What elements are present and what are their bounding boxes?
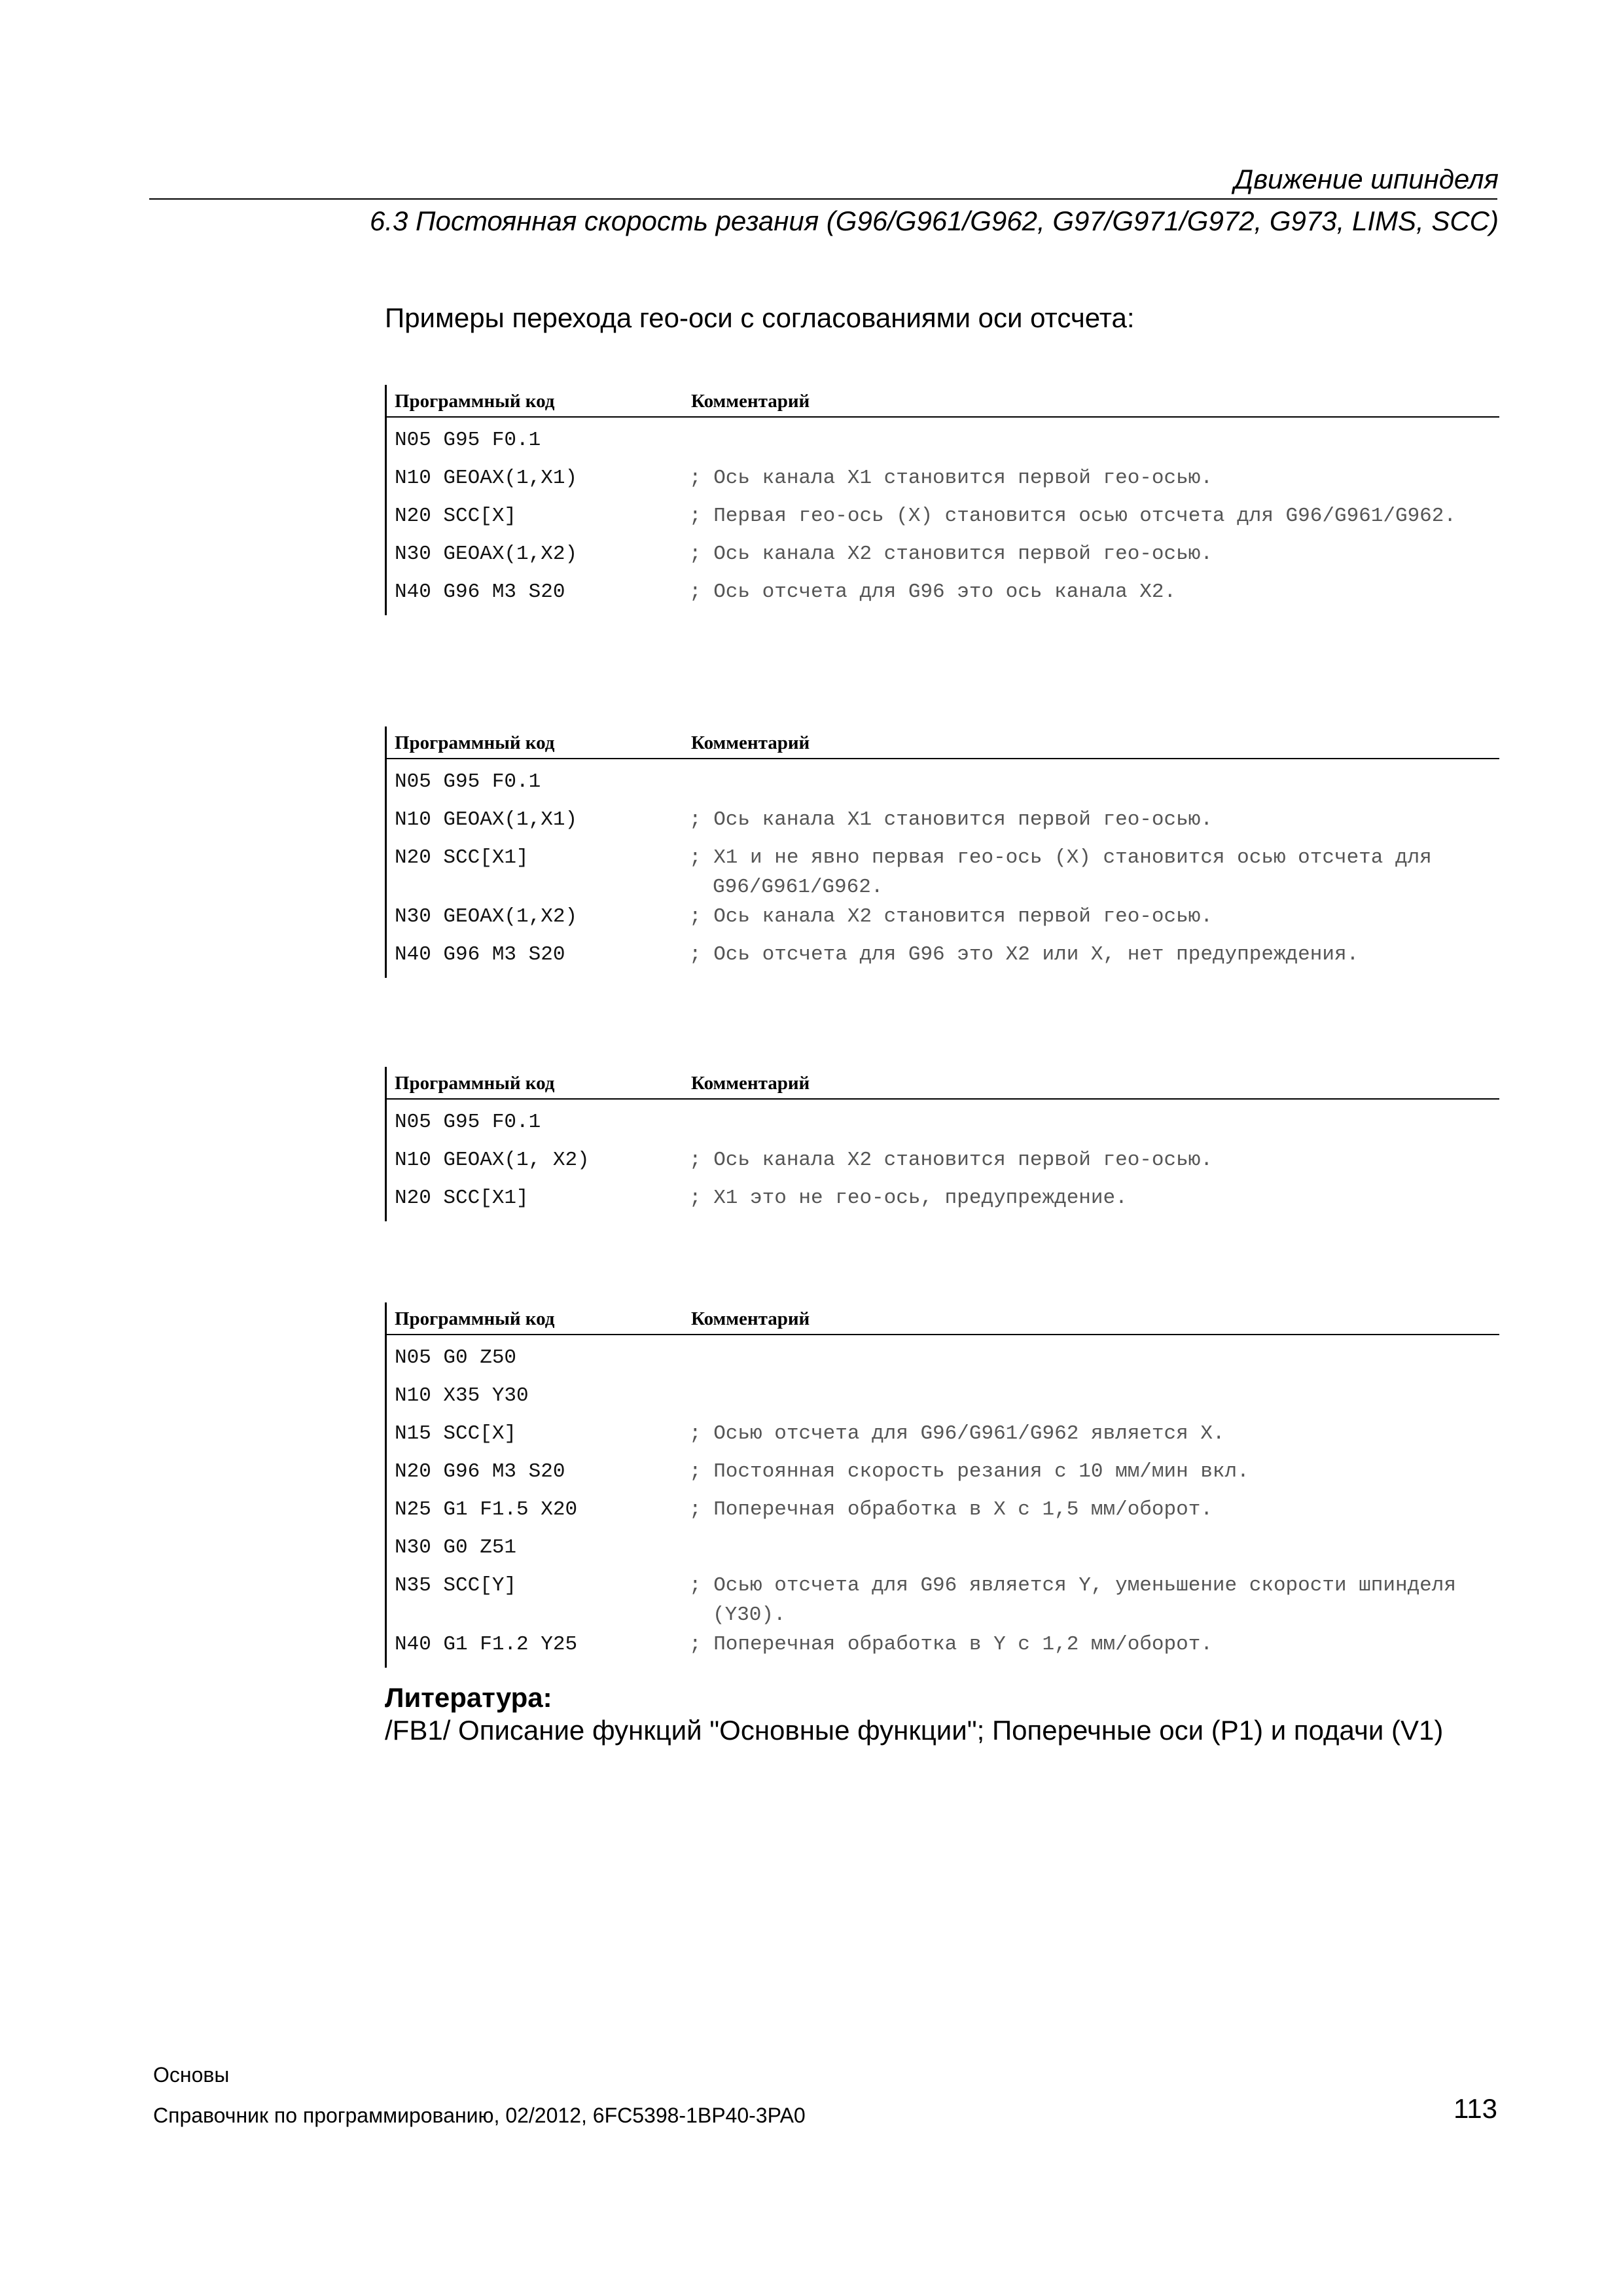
table-header: [387, 385, 1499, 418]
comment-cell: ; Ось отсчета для G96 это X2 или X, нет предупреждения.: [689, 943, 1359, 966]
table-header: [387, 726, 1499, 759]
comment-cell: ; Ось отсчета для G96 это ось канала X2.: [689, 581, 1177, 603]
column-header-comment: Комментарий: [691, 1308, 810, 1329]
column-header-comment: Комментарий: [691, 732, 810, 753]
table-row: [387, 1495, 1499, 1533]
code-cell: N25 G1 F1.5 X20: [395, 1498, 578, 1521]
comment-cell: [689, 767, 1498, 797]
table-row: [387, 1183, 1499, 1221]
code-cell: N40 G1 F1.2 Y25: [395, 1633, 578, 1656]
table-row: [387, 843, 1499, 902]
comment-cell: ; Поперечная обработка в X с 1,5 мм/оборот.: [689, 1498, 1213, 1521]
table-body: [387, 418, 1499, 615]
code-cell: N20 G96 M3 S20: [395, 1460, 565, 1483]
table-row: [387, 1630, 1499, 1668]
code-cell: N30 GEOAX(1,X2): [395, 905, 578, 928]
comment-cell: ; X1 это не гео-ось, предупреждение.: [689, 1187, 1128, 1210]
code-cell: N10 GEOAX(1,X1): [395, 467, 578, 490]
comment-cell: ; Осью отсчета для G96 является Y, уменьшение скорости шпинделя (Y30).: [689, 1574, 1469, 1626]
code-cell: N20 SCC[X]: [395, 505, 517, 528]
literature-text: /FB1/ Описание функций "Основные функции"; Поперечные оси (P1) и подачи (V1): [385, 1715, 1444, 1746]
table-row: [387, 1343, 1499, 1381]
table-header: [387, 1302, 1499, 1335]
table-row: [387, 1107, 1499, 1145]
table-row: [387, 1145, 1499, 1183]
code-table-2: [385, 726, 1499, 978]
table-row: [387, 902, 1499, 940]
chapter-title: Движение шпинделя: [1234, 164, 1499, 194]
table-row: [387, 940, 1499, 978]
table-row: [387, 1419, 1499, 1457]
code-table-4: [385, 1302, 1499, 1668]
footer-reference: Справочник по программированию, 02/2012, 6FC5398-1BP40-3PA0: [153, 2104, 806, 2127]
comment-cell: ; Ось канала X2 становится первой гео-осью.: [689, 905, 1213, 928]
comment-cell: ; Ось канала X1 становится первой гео-осью.: [689, 808, 1213, 831]
code-cell: N10 GEOAX(1,X1): [395, 808, 578, 831]
table-body: [387, 1100, 1499, 1221]
footer-document-title: Основы: [153, 2063, 230, 2087]
table-row: [387, 805, 1499, 843]
code-cell: N40 G96 M3 S20: [395, 943, 565, 966]
code-cell: N05 G0 Z50: [395, 1346, 517, 1369]
code-cell: N10 GEOAX(1, X2): [395, 1149, 590, 1172]
column-header-code: Программный код: [395, 391, 555, 412]
code-cell: N05 G95 F0.1: [395, 429, 541, 452]
table-row: [387, 463, 1499, 501]
column-header-comment: Комментарий: [691, 391, 810, 412]
table-row: [387, 577, 1499, 615]
table-row: [387, 767, 1499, 805]
table-row: [387, 1533, 1499, 1571]
table-body: [387, 759, 1499, 978]
code-cell: N30 G0 Z51: [395, 1536, 517, 1559]
table-row: [387, 539, 1499, 577]
literature-title: Литература:: [385, 1682, 552, 1713]
code-cell: N20 SCC[X1]: [395, 1187, 529, 1210]
table-row: [387, 1571, 1499, 1630]
comment-cell: [689, 1107, 1498, 1137]
code-cell: N10 X35 Y30: [395, 1384, 529, 1407]
comment-cell: ; Первая гео-ось (X) становится осью отсчета для G96/G961/G962.: [689, 505, 1456, 528]
table-body: [387, 1335, 1499, 1668]
code-cell: N30 GEOAX(1,X2): [395, 543, 578, 565]
comment-cell: ; Ось канала X1 становится первой гео-осью.: [689, 467, 1213, 490]
comment-cell: ; X1 и не явно первая гео-ось (X) становится осью отсчета для G96/G961/G962.: [689, 846, 1444, 899]
column-header-code: Программный код: [395, 732, 555, 753]
code-table-1: [385, 385, 1499, 615]
comment-cell: [689, 1533, 1498, 1562]
table-header: [387, 1067, 1499, 1100]
code-cell: N40 G96 M3 S20: [395, 581, 565, 603]
comment-cell: ; Осью отсчета для G96/G961/G962 является X.: [689, 1422, 1225, 1445]
code-table-3: [385, 1067, 1499, 1221]
table-row: [387, 1457, 1499, 1495]
code-cell: N15 SCC[X]: [395, 1422, 517, 1445]
comment-cell: ; Ось канала X2 становится первой гео-осью.: [689, 543, 1213, 565]
table-row: [387, 425, 1499, 463]
comment-cell: ; Постоянная скорость резания с 10 мм/мин вкл.: [689, 1460, 1249, 1483]
code-cell: N05 G95 F0.1: [395, 770, 541, 793]
section-title: 6.3 Постоянная скорость резания (G96/G961/G962, G97/G971/G972, G973, LIMS, SCC): [370, 206, 1499, 236]
comment-cell: [689, 1381, 1498, 1410]
comment-cell: [689, 1343, 1498, 1372]
intro-text: Примеры перехода гео-оси с согласованиями оси отсчета:: [385, 302, 1135, 333]
comment-cell: [689, 425, 1498, 455]
table-row: [387, 501, 1499, 539]
code-cell: N05 G95 F0.1: [395, 1111, 541, 1134]
page-number: 113: [1454, 2093, 1497, 2124]
comment-cell: ; Поперечная обработка в Y с 1,2 мм/оборот.: [689, 1633, 1213, 1656]
column-header-comment: Комментарий: [691, 1073, 810, 1094]
header-rule: [149, 198, 1497, 200]
column-header-code: Программный код: [395, 1073, 555, 1094]
column-header-code: Программный код: [395, 1308, 555, 1329]
comment-cell: ; Ось канала X2 становится первой гео-осью.: [689, 1149, 1213, 1172]
code-cell: N35 SCC[Y]: [395, 1574, 517, 1597]
code-cell: N20 SCC[X1]: [395, 846, 529, 869]
table-row: [387, 1381, 1499, 1419]
